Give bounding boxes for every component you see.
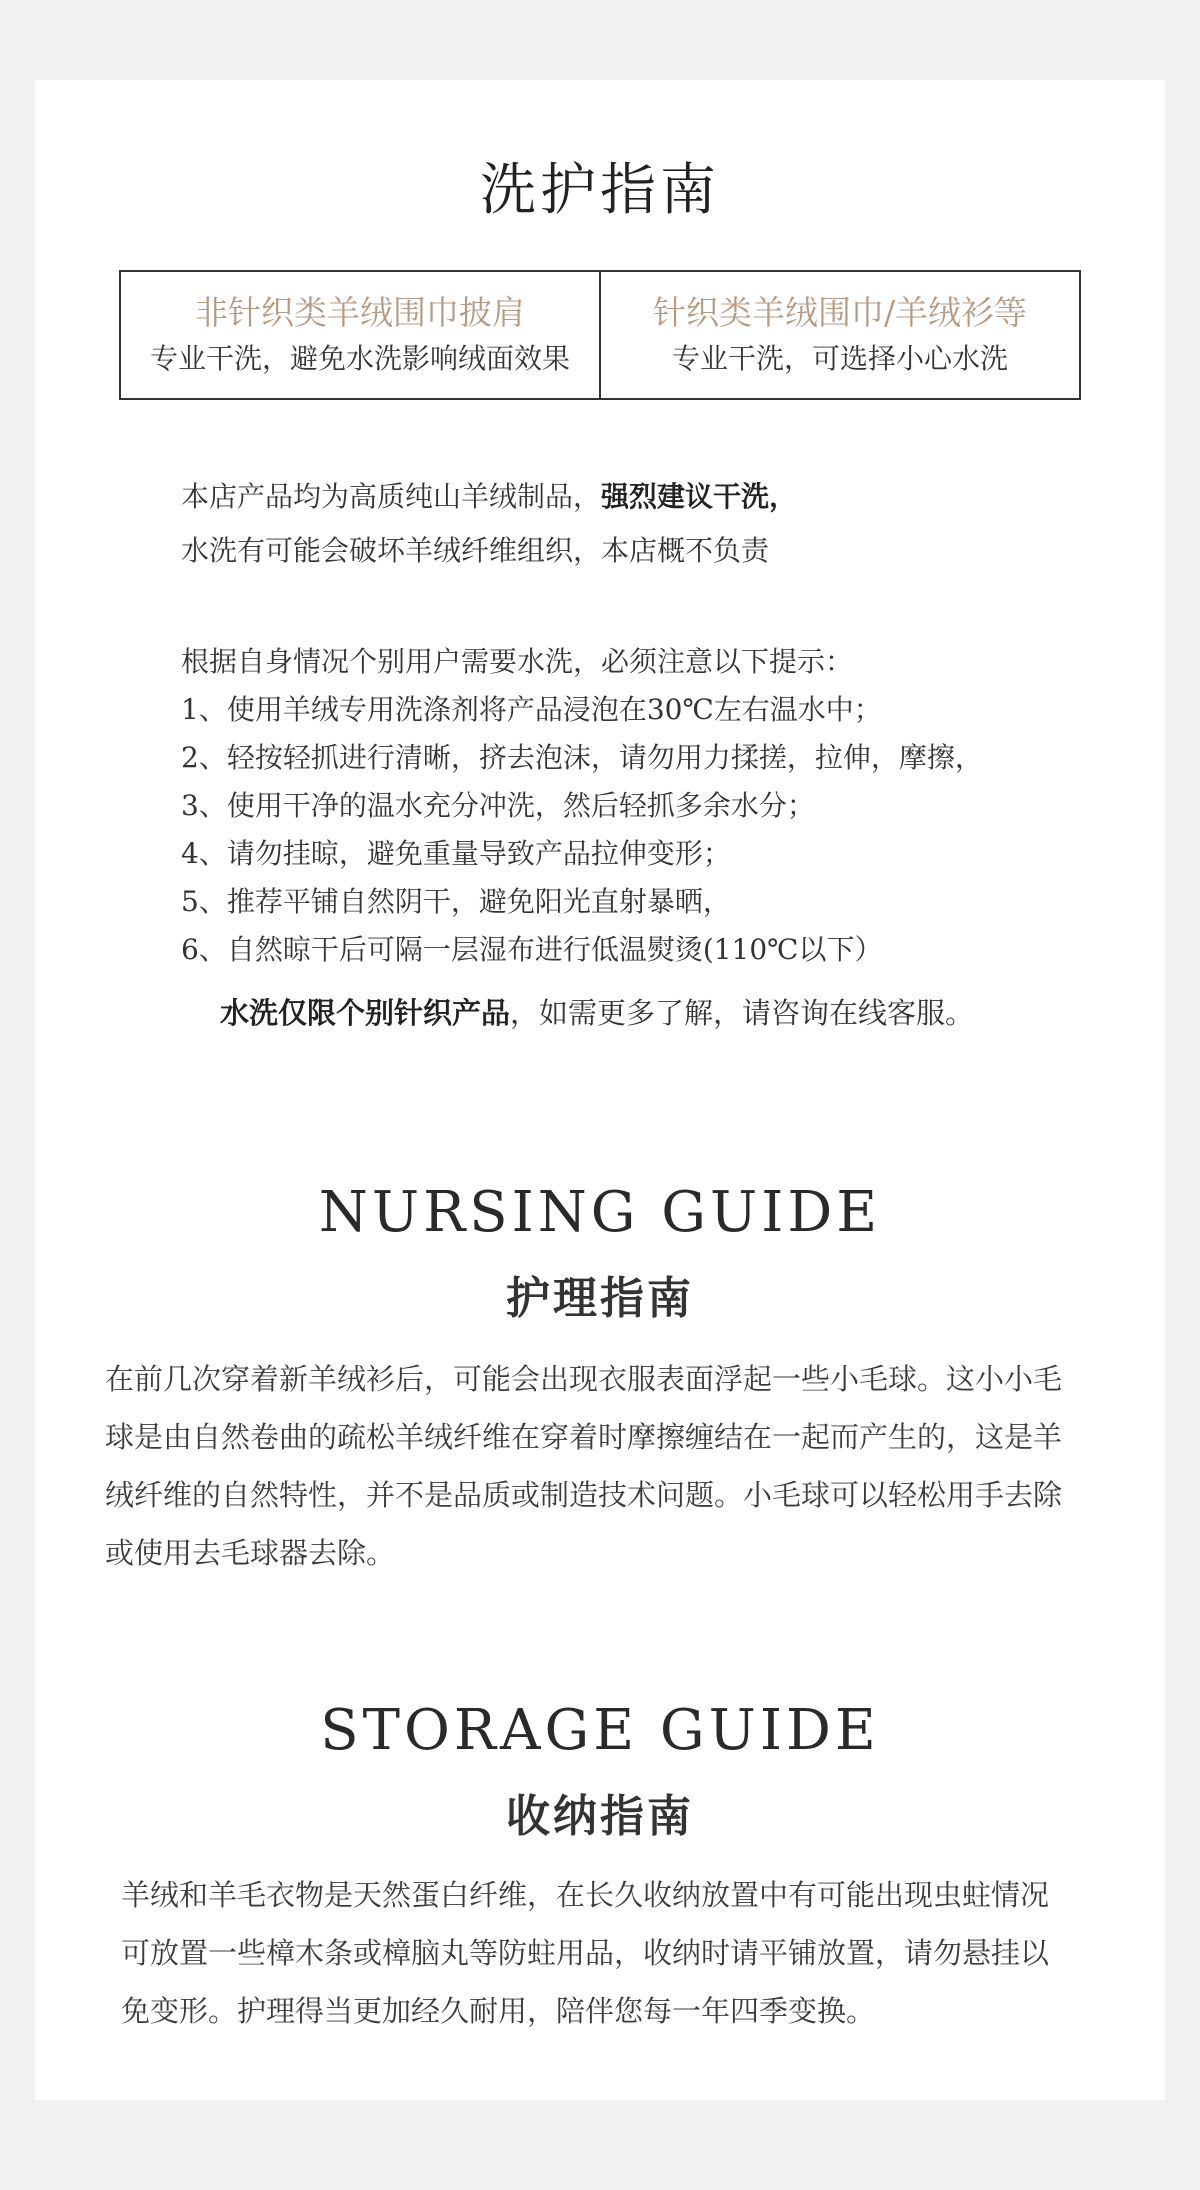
nursing-line: 球是由自然卷曲的疏松羊绒纤维在穿着时摩擦缠结在一起而产生的，这是羊 xyxy=(105,1420,1063,1454)
storage-line: 羊绒和羊毛衣物是天然蛋白纤维，在长久收纳放置中有可能出现虫蛀情况 xyxy=(121,1878,1050,1912)
intro-line-1 xyxy=(181,470,797,524)
note-text: ，如需更多了解，请咨询在线客服。 xyxy=(510,996,975,1030)
storage-paragraph xyxy=(121,1866,1111,2040)
intro-text: 本店产品均为高质纯山羊绒制品， xyxy=(181,480,602,513)
storage-line: 可放置一些樟木条或樟脑丸等防蛀用品，收纳时请平铺放置，请勿悬挂以 xyxy=(121,1936,1050,1970)
wash-note xyxy=(220,988,974,1038)
care-guide-title: 洗护指南 xyxy=(480,158,720,223)
list-item: 5、推荐平铺自然阴干，避免阳光直射暴晒， xyxy=(181,885,731,918)
list-item: 3、使用干净的温水充分冲洗，然后轻抓多余水分； xyxy=(181,789,815,822)
table-cell-detail: 专业干洗，可选择小心水洗 xyxy=(671,342,1008,375)
intro-emphasis: 强烈建议干洗， xyxy=(601,480,798,513)
table-cell-heading: 针织类羊绒围巾/羊绒衫等 xyxy=(652,293,1028,332)
wash-tips-list xyxy=(181,638,983,974)
nursing-title-cn: 护理指南 xyxy=(506,1273,694,1324)
list-item: 4、请勿挂晾，避免重量导致产品拉伸变形； xyxy=(181,837,731,870)
table-cell-heading: 非针织类羊绒围巾披肩 xyxy=(195,293,525,332)
nursing-paragraph xyxy=(105,1350,1095,1582)
intro-paragraph xyxy=(181,470,797,578)
table-cell-non-knit xyxy=(121,272,599,398)
storage-line: 免变形。护理得当更加经久耐用，陪伴您每一年四季变换。 xyxy=(121,1994,876,2028)
nursing-title-en: NURSING GUIDE xyxy=(318,1180,882,1245)
product-care-table xyxy=(119,270,1081,400)
note-emphasis: 水洗仅限个别针织产品 xyxy=(220,996,511,1030)
storage-title-en: STORAGE GUIDE xyxy=(320,1698,880,1763)
content-card xyxy=(35,80,1165,2100)
nursing-line: 绒纤维的自然特性，并不是品质或制造技术问题。小毛球可以轻松用手去除 xyxy=(105,1478,1063,1512)
table-cell-detail: 专业干洗，避免水洗影响绒面效果 xyxy=(149,342,570,375)
list-item: 1、使用羊绒专用洗涤剂将产品浸泡在30℃左右温水中； xyxy=(181,693,882,726)
storage-title-cn: 收纳指南 xyxy=(506,1791,694,1842)
nursing-line: 在前几次穿着新羊绒衫后，可能会出现衣服表面浮起一些小毛球。这小小毛 xyxy=(105,1362,1063,1396)
tips-lead: 根据自身情况个别用户需要水洗，必须注意以下提示： xyxy=(181,645,854,678)
intro-line-2: 水洗有可能会破坏羊绒纤维组织，本店概不负责 xyxy=(181,534,770,567)
list-item: 6、自然晾干后可隔一层湿布进行低温熨烫(110℃以下） xyxy=(181,933,883,966)
nursing-line: 或使用去毛球器去除。 xyxy=(105,1536,396,1570)
list-item: 2、轻按轻抓进行清晰，挤去泡沫，请勿用力揉搓，拉伸，摩擦， xyxy=(181,741,983,774)
table-cell-knit xyxy=(599,272,1079,398)
